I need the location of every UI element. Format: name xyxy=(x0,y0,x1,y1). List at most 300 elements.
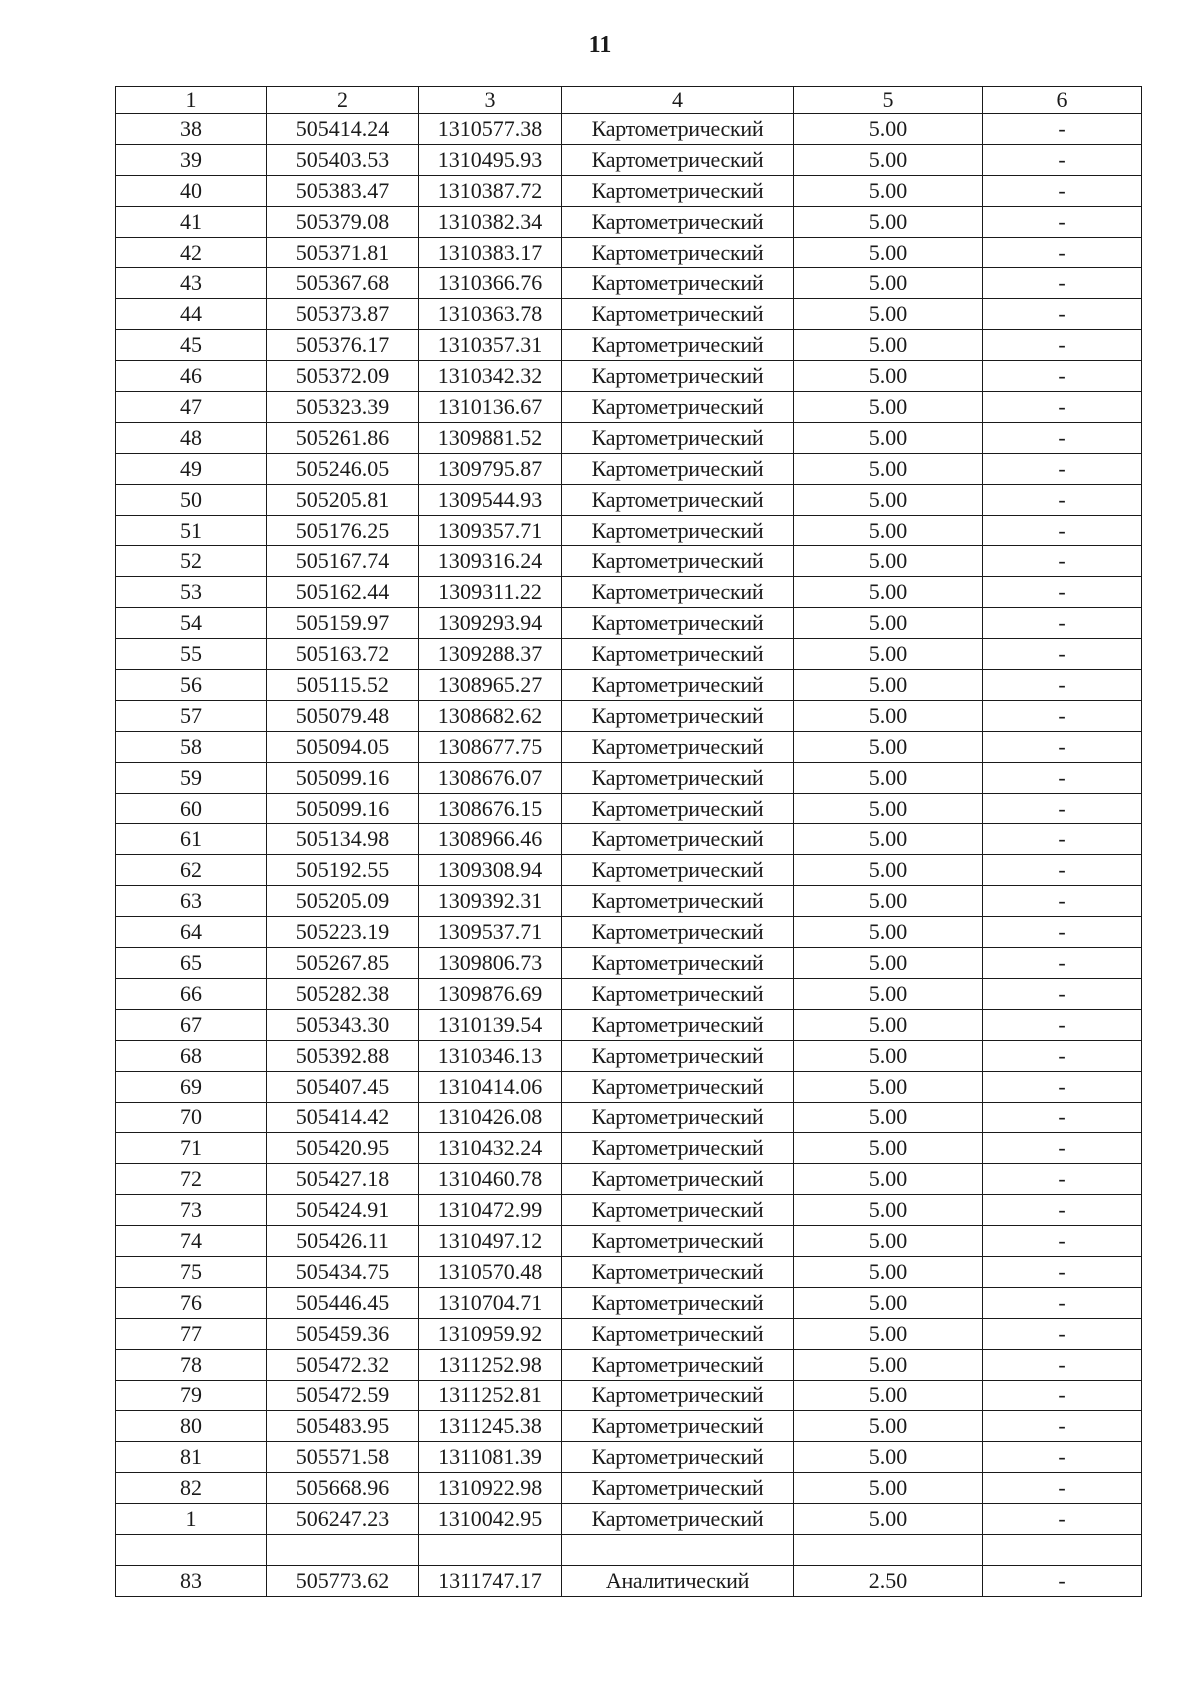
x-coordinate-cell: 505459.36 xyxy=(267,1318,419,1349)
note-cell: - xyxy=(983,175,1142,206)
table-row xyxy=(116,577,1142,608)
point-number-cell: 68 xyxy=(116,1040,267,1071)
accuracy-cell: 5.00 xyxy=(794,1442,983,1473)
y-coordinate-cell: 1310497.12 xyxy=(419,1226,562,1257)
note-cell: - xyxy=(983,268,1142,299)
method-cell: Картометрический xyxy=(562,1504,794,1535)
x-coordinate-cell: 505379.08 xyxy=(267,206,419,237)
y-coordinate-cell: 1310432.24 xyxy=(419,1133,562,1164)
y-coordinate-cell: 1309795.87 xyxy=(419,453,562,484)
x-coordinate-cell: 505427.18 xyxy=(267,1164,419,1195)
point-number-cell: 44 xyxy=(116,299,267,330)
note-cell: - xyxy=(983,1071,1142,1102)
column-header: 4 xyxy=(562,87,794,114)
point-number-cell: 74 xyxy=(116,1226,267,1257)
y-coordinate-cell: 1310042.95 xyxy=(419,1504,562,1535)
note-cell: - xyxy=(983,886,1142,917)
x-coordinate-cell: 505472.32 xyxy=(267,1349,419,1380)
note-cell: - xyxy=(983,1504,1142,1535)
point-number-cell: 62 xyxy=(116,855,267,886)
x-coordinate-cell: 505099.16 xyxy=(267,793,419,824)
accuracy-cell: 5.00 xyxy=(794,855,983,886)
x-coordinate-cell: 505424.91 xyxy=(267,1195,419,1226)
accuracy-cell: 5.00 xyxy=(794,1195,983,1226)
table-row xyxy=(116,114,1142,145)
accuracy-cell: 5.00 xyxy=(794,1380,983,1411)
accuracy-cell: 5.00 xyxy=(794,361,983,392)
method-cell: Картометрический xyxy=(562,392,794,423)
accuracy-cell: 5.00 xyxy=(794,1133,983,1164)
method-cell: Картометрический xyxy=(562,515,794,546)
accuracy-cell: 5.00 xyxy=(794,330,983,361)
y-coordinate-cell: 1310363.78 xyxy=(419,299,562,330)
accuracy-cell: 5.00 xyxy=(794,1226,983,1257)
point-number-cell: 70 xyxy=(116,1102,267,1133)
accuracy-cell: 5.00 xyxy=(794,268,983,299)
point-number-cell: 71 xyxy=(116,1133,267,1164)
x-coordinate-cell: 505426.11 xyxy=(267,1226,419,1257)
y-coordinate-cell xyxy=(419,1534,562,1565)
y-coordinate-cell: 1310366.76 xyxy=(419,268,562,299)
point-number-cell: 75 xyxy=(116,1256,267,1287)
method-cell: Картометрический xyxy=(562,453,794,484)
note-cell xyxy=(983,1534,1142,1565)
point-number-cell: 45 xyxy=(116,330,267,361)
note-cell: - xyxy=(983,1473,1142,1504)
note-cell: - xyxy=(983,608,1142,639)
x-coordinate-cell: 505376.17 xyxy=(267,330,419,361)
y-coordinate-cell: 1308682.62 xyxy=(419,700,562,731)
x-coordinate-cell: 505176.25 xyxy=(267,515,419,546)
point-number-cell: 63 xyxy=(116,886,267,917)
note-cell: - xyxy=(983,1226,1142,1257)
y-coordinate-cell: 1310383.17 xyxy=(419,237,562,268)
point-number-cell: 59 xyxy=(116,762,267,793)
method-cell: Картометрический xyxy=(562,546,794,577)
note-cell: - xyxy=(983,1040,1142,1071)
y-coordinate-cell: 1308676.07 xyxy=(419,762,562,793)
accuracy-cell: 5.00 xyxy=(794,1071,983,1102)
point-number-cell: 53 xyxy=(116,577,267,608)
method-cell: Картометрический xyxy=(562,639,794,670)
method-cell: Картометрический xyxy=(562,1256,794,1287)
x-coordinate-cell: 505392.88 xyxy=(267,1040,419,1071)
note-cell: - xyxy=(983,762,1142,793)
note-cell: - xyxy=(983,1133,1142,1164)
x-coordinate-cell: 505483.95 xyxy=(267,1411,419,1442)
table-row xyxy=(116,175,1142,206)
y-coordinate-cell: 1309881.52 xyxy=(419,422,562,453)
y-coordinate-cell: 1310460.78 xyxy=(419,1164,562,1195)
x-coordinate-cell: 505163.72 xyxy=(267,639,419,670)
method-cell: Картометрический xyxy=(562,886,794,917)
y-coordinate-cell: 1310414.06 xyxy=(419,1071,562,1102)
column-header: 3 xyxy=(419,87,562,114)
y-coordinate-cell: 1310577.38 xyxy=(419,114,562,145)
note-cell: - xyxy=(983,948,1142,979)
method-cell: Картометрический xyxy=(562,1226,794,1257)
method-cell: Картометрический xyxy=(562,144,794,175)
method-cell: Картометрический xyxy=(562,948,794,979)
method-cell: Картометрический xyxy=(562,268,794,299)
method-cell: Картометрический xyxy=(562,1071,794,1102)
table-row xyxy=(116,978,1142,1009)
note-cell: - xyxy=(983,1318,1142,1349)
accuracy-cell: 5.00 xyxy=(794,731,983,762)
point-number-cell: 66 xyxy=(116,978,267,1009)
note-cell: - xyxy=(983,1380,1142,1411)
accuracy-cell: 5.00 xyxy=(794,1318,983,1349)
y-coordinate-cell: 1310472.99 xyxy=(419,1195,562,1226)
point-number-cell: 73 xyxy=(116,1195,267,1226)
table-row xyxy=(116,237,1142,268)
table-row xyxy=(116,1349,1142,1380)
x-coordinate-cell: 505414.24 xyxy=(267,114,419,145)
point-number-cell xyxy=(116,1534,267,1565)
table-row xyxy=(116,793,1142,824)
y-coordinate-cell: 1308676.15 xyxy=(419,793,562,824)
accuracy-cell: 5.00 xyxy=(794,1504,983,1535)
note-cell: - xyxy=(983,1009,1142,1040)
note-cell: - xyxy=(983,731,1142,762)
accuracy-cell: 5.00 xyxy=(794,1009,983,1040)
accuracy-cell: 5.00 xyxy=(794,670,983,701)
note-cell: - xyxy=(983,484,1142,515)
method-cell: Картометрический xyxy=(562,1164,794,1195)
method-cell: Картометрический xyxy=(562,978,794,1009)
table-body xyxy=(116,87,1142,1597)
method-cell: Картометрический xyxy=(562,824,794,855)
y-coordinate-cell: 1309544.93 xyxy=(419,484,562,515)
note-cell: - xyxy=(983,639,1142,670)
y-coordinate-cell: 1309293.94 xyxy=(419,608,562,639)
point-number-cell: 82 xyxy=(116,1473,267,1504)
table-row xyxy=(116,608,1142,639)
accuracy-cell: 5.00 xyxy=(794,453,983,484)
note-cell: - xyxy=(983,577,1142,608)
point-number-cell: 60 xyxy=(116,793,267,824)
method-cell: Картометрический xyxy=(562,1318,794,1349)
x-coordinate-cell: 505407.45 xyxy=(267,1071,419,1102)
method-cell: Картометрический xyxy=(562,700,794,731)
method-cell: Картометрический xyxy=(562,670,794,701)
method-cell: Картометрический xyxy=(562,484,794,515)
method-cell: Аналитический xyxy=(562,1565,794,1596)
note-cell: - xyxy=(983,453,1142,484)
point-number-cell: 1 xyxy=(116,1504,267,1535)
accuracy-cell: 5.00 xyxy=(794,237,983,268)
accuracy-cell: 5.00 xyxy=(794,608,983,639)
x-coordinate-cell: 505323.39 xyxy=(267,392,419,423)
table-row xyxy=(116,1287,1142,1318)
y-coordinate-cell: 1309288.37 xyxy=(419,639,562,670)
table-row xyxy=(116,1565,1142,1596)
accuracy-cell: 5.00 xyxy=(794,886,983,917)
accuracy-cell: 5.00 xyxy=(794,762,983,793)
table-row xyxy=(116,330,1142,361)
note-cell: - xyxy=(983,1164,1142,1195)
table-row xyxy=(116,1071,1142,1102)
method-cell: Картометрический xyxy=(562,1380,794,1411)
note-cell: - xyxy=(983,1102,1142,1133)
x-coordinate-cell: 505099.16 xyxy=(267,762,419,793)
y-coordinate-cell: 1311252.81 xyxy=(419,1380,562,1411)
accuracy-cell: 5.00 xyxy=(794,1411,983,1442)
x-coordinate-cell: 505372.09 xyxy=(267,361,419,392)
point-number-cell: 80 xyxy=(116,1411,267,1442)
accuracy-cell: 5.00 xyxy=(794,1102,983,1133)
accuracy-cell: 5.00 xyxy=(794,1164,983,1195)
y-coordinate-cell: 1310139.54 xyxy=(419,1009,562,1040)
y-coordinate-cell: 1309392.31 xyxy=(419,886,562,917)
accuracy-cell: 5.00 xyxy=(794,114,983,145)
point-number-cell: 61 xyxy=(116,824,267,855)
note-cell: - xyxy=(983,1195,1142,1226)
x-coordinate-cell xyxy=(267,1534,419,1565)
method-cell: Картометрический xyxy=(562,330,794,361)
point-number-cell: 76 xyxy=(116,1287,267,1318)
table-row xyxy=(116,1226,1142,1257)
note-cell: - xyxy=(983,1411,1142,1442)
note-cell: - xyxy=(983,1349,1142,1380)
accuracy-cell: 5.00 xyxy=(794,144,983,175)
table-row xyxy=(116,1442,1142,1473)
x-coordinate-cell: 506247.23 xyxy=(267,1504,419,1535)
method-cell: Картометрический xyxy=(562,1287,794,1318)
method-cell: Картометрический xyxy=(562,1102,794,1133)
table-row xyxy=(116,206,1142,237)
x-coordinate-cell: 505167.74 xyxy=(267,546,419,577)
method-cell: Картометрический xyxy=(562,1009,794,1040)
table-row xyxy=(116,1256,1142,1287)
point-number-cell: 77 xyxy=(116,1318,267,1349)
note-cell: - xyxy=(983,546,1142,577)
note-cell: - xyxy=(983,330,1142,361)
x-coordinate-cell: 505472.59 xyxy=(267,1380,419,1411)
point-number-cell: 69 xyxy=(116,1071,267,1102)
method-cell: Картометрический xyxy=(562,1411,794,1442)
page-number: 11 xyxy=(588,32,612,58)
table-row xyxy=(116,268,1142,299)
y-coordinate-cell: 1309357.71 xyxy=(419,515,562,546)
point-number-cell: 56 xyxy=(116,670,267,701)
point-number-cell: 57 xyxy=(116,700,267,731)
point-number-cell: 51 xyxy=(116,515,267,546)
x-coordinate-cell: 505223.19 xyxy=(267,917,419,948)
table-row xyxy=(116,700,1142,731)
accuracy-cell: 5.00 xyxy=(794,1349,983,1380)
note-cell: - xyxy=(983,144,1142,175)
table-row xyxy=(116,1102,1142,1133)
table-header-row xyxy=(116,87,1142,114)
y-coordinate-cell: 1310570.48 xyxy=(419,1256,562,1287)
method-cell: Картометрический xyxy=(562,1349,794,1380)
method-cell: Картометрический xyxy=(562,1442,794,1473)
point-number-cell: 64 xyxy=(116,917,267,948)
x-coordinate-cell: 505267.85 xyxy=(267,948,419,979)
accuracy-cell: 5.00 xyxy=(794,206,983,237)
method-cell xyxy=(562,1534,794,1565)
point-number-cell: 58 xyxy=(116,731,267,762)
table-row xyxy=(116,1040,1142,1071)
table-row xyxy=(116,670,1142,701)
x-coordinate-cell: 505668.96 xyxy=(267,1473,419,1504)
x-coordinate-cell: 505205.81 xyxy=(267,484,419,515)
note-cell: - xyxy=(983,978,1142,1009)
table-row xyxy=(116,731,1142,762)
accuracy-cell: 2.50 xyxy=(794,1565,983,1596)
note-cell: - xyxy=(983,1565,1142,1596)
x-coordinate-cell: 505261.86 xyxy=(267,422,419,453)
y-coordinate-cell: 1309316.24 xyxy=(419,546,562,577)
method-cell: Картометрический xyxy=(562,1473,794,1504)
x-coordinate-cell: 505079.48 xyxy=(267,700,419,731)
table-row xyxy=(116,1534,1142,1565)
y-coordinate-cell: 1311747.17 xyxy=(419,1565,562,1596)
accuracy-cell xyxy=(794,1534,983,1565)
point-number-cell: 54 xyxy=(116,608,267,639)
accuracy-cell: 5.00 xyxy=(794,1473,983,1504)
table-row xyxy=(116,824,1142,855)
point-number-cell: 52 xyxy=(116,546,267,577)
x-coordinate-cell: 505115.52 xyxy=(267,670,419,701)
y-coordinate-cell: 1309806.73 xyxy=(419,948,562,979)
table-row xyxy=(116,1411,1142,1442)
accuracy-cell: 5.00 xyxy=(794,1040,983,1071)
x-coordinate-cell: 505371.81 xyxy=(267,237,419,268)
note-cell: - xyxy=(983,1287,1142,1318)
table-row xyxy=(116,484,1142,515)
note-cell: - xyxy=(983,793,1142,824)
x-coordinate-cell: 505420.95 xyxy=(267,1133,419,1164)
method-cell: Картометрический xyxy=(562,731,794,762)
note-cell: - xyxy=(983,422,1142,453)
table-row xyxy=(116,762,1142,793)
y-coordinate-cell: 1309308.94 xyxy=(419,855,562,886)
table-row xyxy=(116,639,1142,670)
y-coordinate-cell: 1308677.75 xyxy=(419,731,562,762)
method-cell: Картометрический xyxy=(562,1195,794,1226)
y-coordinate-cell: 1310495.93 xyxy=(419,144,562,175)
x-coordinate-cell: 505373.87 xyxy=(267,299,419,330)
method-cell: Картометрический xyxy=(562,855,794,886)
note-cell: - xyxy=(983,237,1142,268)
point-number-cell: 48 xyxy=(116,422,267,453)
accuracy-cell: 5.00 xyxy=(794,700,983,731)
x-coordinate-cell: 505134.98 xyxy=(267,824,419,855)
table-row xyxy=(116,453,1142,484)
method-cell: Картометрический xyxy=(562,361,794,392)
point-number-cell: 39 xyxy=(116,144,267,175)
y-coordinate-cell: 1311081.39 xyxy=(419,1442,562,1473)
point-number-cell: 49 xyxy=(116,453,267,484)
accuracy-cell: 5.00 xyxy=(794,639,983,670)
column-header: 2 xyxy=(267,87,419,114)
note-cell: - xyxy=(983,1442,1142,1473)
x-coordinate-cell: 505571.58 xyxy=(267,1442,419,1473)
y-coordinate-cell: 1310426.08 xyxy=(419,1102,562,1133)
x-coordinate-cell: 505343.30 xyxy=(267,1009,419,1040)
table-row xyxy=(116,1164,1142,1195)
accuracy-cell: 5.00 xyxy=(794,1287,983,1318)
table-row xyxy=(116,1473,1142,1504)
table-row xyxy=(116,1133,1142,1164)
x-coordinate-cell: 505414.42 xyxy=(267,1102,419,1133)
method-cell: Картометрический xyxy=(562,762,794,793)
y-coordinate-cell: 1310959.92 xyxy=(419,1318,562,1349)
table-row xyxy=(116,546,1142,577)
point-number-cell: 65 xyxy=(116,948,267,979)
accuracy-cell: 5.00 xyxy=(794,484,983,515)
note-cell: - xyxy=(983,515,1142,546)
y-coordinate-cell: 1308965.27 xyxy=(419,670,562,701)
accuracy-cell: 5.00 xyxy=(794,175,983,206)
point-number-cell: 78 xyxy=(116,1349,267,1380)
x-coordinate-cell: 505192.55 xyxy=(267,855,419,886)
method-cell: Картометрический xyxy=(562,299,794,330)
y-coordinate-cell: 1309537.71 xyxy=(419,917,562,948)
note-cell: - xyxy=(983,206,1142,237)
accuracy-cell: 5.00 xyxy=(794,515,983,546)
accuracy-cell: 5.00 xyxy=(794,793,983,824)
note-cell: - xyxy=(983,917,1142,948)
accuracy-cell: 5.00 xyxy=(794,824,983,855)
y-coordinate-cell: 1310387.72 xyxy=(419,175,562,206)
x-coordinate-cell: 505773.62 xyxy=(267,1565,419,1596)
table-row xyxy=(116,361,1142,392)
method-cell: Картометрический xyxy=(562,917,794,948)
method-cell: Картометрический xyxy=(562,175,794,206)
table-row xyxy=(116,1318,1142,1349)
note-cell: - xyxy=(983,855,1142,886)
accuracy-cell: 5.00 xyxy=(794,917,983,948)
column-header: 1 xyxy=(116,87,267,114)
point-number-cell: 46 xyxy=(116,361,267,392)
table-row xyxy=(116,1009,1142,1040)
method-cell: Картометрический xyxy=(562,114,794,145)
y-coordinate-cell: 1310922.98 xyxy=(419,1473,562,1504)
table-row xyxy=(116,1195,1142,1226)
y-coordinate-cell: 1311245.38 xyxy=(419,1411,562,1442)
y-coordinate-cell: 1310136.67 xyxy=(419,392,562,423)
point-number-cell: 79 xyxy=(116,1380,267,1411)
point-number-cell: 47 xyxy=(116,392,267,423)
point-number-cell: 55 xyxy=(116,639,267,670)
point-number-cell: 43 xyxy=(116,268,267,299)
point-number-cell: 50 xyxy=(116,484,267,515)
point-number-cell: 67 xyxy=(116,1009,267,1040)
table-row xyxy=(116,392,1142,423)
x-coordinate-cell: 505205.09 xyxy=(267,886,419,917)
y-coordinate-cell: 1310382.34 xyxy=(419,206,562,237)
table-row xyxy=(116,144,1142,175)
point-number-cell: 81 xyxy=(116,1442,267,1473)
note-cell: - xyxy=(983,670,1142,701)
method-cell: Картометрический xyxy=(562,206,794,237)
point-number-cell: 83 xyxy=(116,1565,267,1596)
method-cell: Картометрический xyxy=(562,237,794,268)
accuracy-cell: 5.00 xyxy=(794,577,983,608)
accuracy-cell: 5.00 xyxy=(794,1256,983,1287)
note-cell: - xyxy=(983,299,1142,330)
x-coordinate-cell: 505094.05 xyxy=(267,731,419,762)
note-cell: - xyxy=(983,114,1142,145)
note-cell: - xyxy=(983,824,1142,855)
coordinates-table xyxy=(115,86,1142,1597)
method-cell: Картометрический xyxy=(562,577,794,608)
x-coordinate-cell: 505446.45 xyxy=(267,1287,419,1318)
y-coordinate-cell: 1310342.32 xyxy=(419,361,562,392)
